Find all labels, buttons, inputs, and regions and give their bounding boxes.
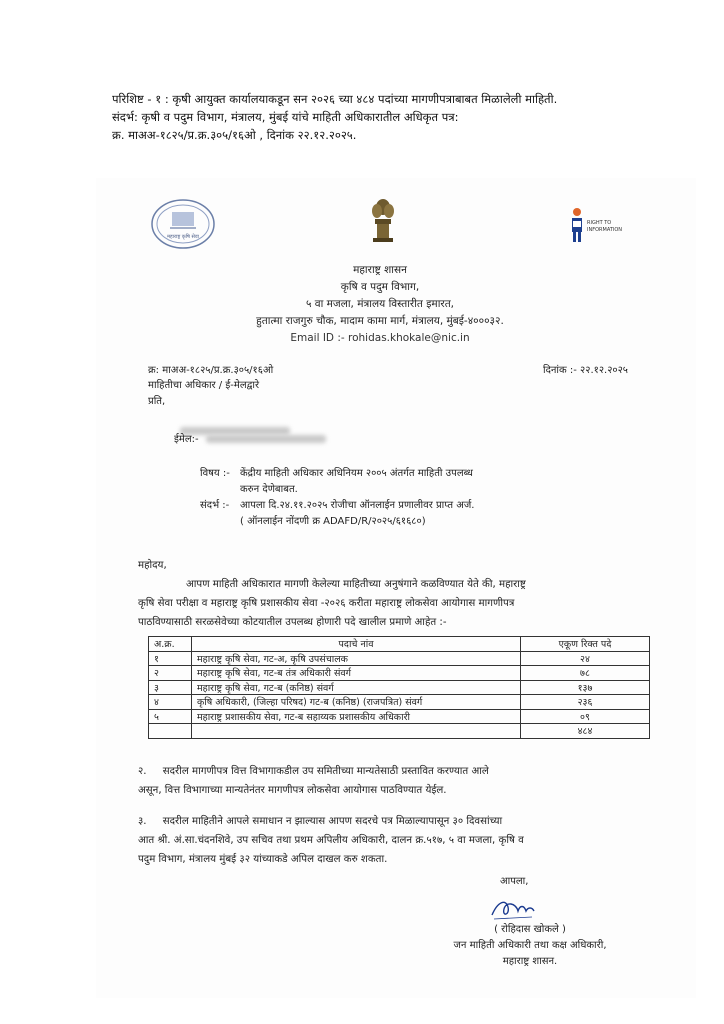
subject-label: विषय :-	[200, 468, 230, 479]
reference-text-1: आपला दि.२४.११.२०२५ रोजीचा ऑनलाईन प्रणालीवर प्राप्त अर्ज.	[240, 500, 475, 511]
cell-sr-no: २	[149, 666, 192, 681]
intro-line-1: परिशिष्ट - १ : कृषी आयुक्त कार्यालयाकडून सन २०२६ च्या ४८४ पदांच्या मागणीपत्राबाबत मिळालेली माहिती.	[112, 92, 558, 106]
signature-icon	[488, 893, 538, 923]
intro-line-2: संदर्भ: कृषी व पदुम विभाग, मंत्रालय, मुंबई यांचे माहिती अधिकारातील अधिकृत पत्र:	[112, 110, 459, 124]
para3-line1: ३. सदरील माहितीने आपले समाधान न झाल्यास आपण सदरचे पत्र मिळाल्यापासून ३० दिवसांच्या	[138, 816, 503, 827]
cell-sr-no: ३	[149, 680, 192, 695]
cell-post-name: महाराष्ट्र कृषि सेवा, गट-ब तंत्र अधिकारी संवर्ग	[192, 666, 521, 681]
salutation: महोदय,	[138, 560, 167, 571]
rti-figure-icon	[570, 207, 584, 243]
table-row	[149, 666, 650, 681]
cell-sr-no: ५	[149, 709, 192, 724]
reference-line	[148, 362, 628, 376]
letter-date: दिनांक :- २२.१२.२०२५	[542, 365, 628, 376]
address-line-2: हुतात्मा राजगुरु चौक, मादाम कामा मार्ग, मंत्रालय, मुंबई-४०००३२.	[256, 315, 504, 327]
cell-post-name: महाराष्ट्र कृषि सेवा, गट-ब (कनिष्ठ) संवर्ग	[192, 680, 521, 695]
para1-line2: कृषि सेवा परीक्षा व महाराष्ट्र कृषि प्रशासकीय सेवा -२०२६ करीता महाराष्ट्र लोकसेवा आयोगास मागणीपत्र	[138, 598, 515, 609]
para2-line2: असून, वित्त विभागाच्या मान्यतेनंतर मागणीपत्र लोकसेवा आयोगास पाठविण्यात येईल.	[138, 785, 447, 796]
para2-line1: २. सदरील मागणीपत्र वित्त विभागाकडील उप समितीच्या मान्यतेसाठी प्रस्तावित करण्यात आले	[138, 766, 489, 777]
subject-text-1: केंद्रीय माहिती अधिकार अधिनियम २००५ अंतर्गत माहिती उपलब्ध	[240, 468, 473, 479]
header-total-vacancies: एकूण रिक्त पदे	[521, 637, 650, 652]
reference-label: संदर्भ :-	[200, 500, 230, 511]
para3-line2: आत श्री. अं.सा.चंदनशिवे, उप सचिव तथा प्रथम अपिलीय अधिकारी, दालन क्र.५१७, ५ वा मजला, कृषि व	[138, 835, 524, 846]
para1-line1: आपण माहिती अधिकारात मागणी केलेल्या माहितीच्या अनुषंगाने कळविण्यात येते की, महाराष्ट्र	[186, 579, 526, 590]
addressee-mode: माहितीचा अधिकार / ई-मेलद्वारे	[148, 380, 260, 391]
cell-vacancies: ०९	[521, 709, 650, 724]
table-row	[149, 695, 650, 710]
rti-text-1: RIGHT TO	[587, 220, 612, 226]
cell-vacancies: ७८	[521, 666, 650, 681]
cell-post-name: कृषि अधिकारी, (जिल्हा परिषद) गट-ब (कनिष्ठ) (राजपत्रित) संवर्ग	[192, 695, 521, 710]
body-para-2	[138, 762, 658, 800]
addressee-to: प्रति,	[148, 396, 166, 407]
table-row	[149, 651, 650, 666]
reference-number: क्र: माअअ-१८२५/प्र.क्र.३०५/१६ओ	[148, 365, 274, 376]
email-label: ईमेल:-	[174, 434, 199, 445]
intro-line-3: क्र. माअअ-१८२५/प्र.क्र.३०५/१६ओ , दिनांक २२.१२.२०२५.	[112, 128, 357, 142]
para1-line3: पाठविण्यासाठी सरळसेवेच्या कोटयातील उपलब्ध होणारी पदे खालील प्रमाणे आहेत :-	[138, 617, 447, 628]
subject-block	[200, 466, 600, 530]
reference-text-2: ( ऑनलाईन नोंदणी क्र ADAFD/R/२०२५/६१६८०)	[240, 516, 426, 527]
seal-caption: महाराष्ट्र कृषि सेवा	[167, 234, 199, 240]
addressee-block	[148, 378, 259, 410]
table-header-row	[149, 637, 650, 652]
signatory-block	[430, 922, 630, 970]
intro-block	[112, 90, 672, 144]
header-post-name: पदाचे नांव	[192, 637, 521, 652]
table-row	[149, 709, 650, 724]
closing: आपला,	[500, 876, 529, 887]
subject-text-2: करुन देणेबाबत.	[240, 484, 298, 495]
cell-sr-no: ४	[149, 695, 192, 710]
body-para-3	[138, 812, 658, 869]
national-emblem-icon	[368, 197, 398, 247]
department-name: कृषि व पदुम विभाग,	[340, 281, 420, 293]
rti-logo	[570, 207, 630, 252]
header-sr-no: अ.क्र.	[149, 637, 192, 652]
signatory-org: महाराष्ट्र शासन.	[502, 956, 558, 967]
cell-vacancies: २३६	[521, 695, 650, 710]
para3-line3: पदुम विभाग, मंत्रालय मुंबई ३२ यांच्याकडे अपिल दाखल करु शकता.	[138, 854, 388, 865]
cell-total: ४८४	[521, 724, 650, 739]
table-row	[149, 680, 650, 695]
redaction-bar	[206, 435, 326, 443]
cell-vacancies: १३७	[521, 680, 650, 695]
signatory-designation: जन माहिती अधिकारी तथा कक्ष अधिकारी,	[453, 940, 607, 951]
cell-post-name: महाराष्ट्र प्रशासकीय सेवा, गट-ब सहाय्यक प्रशासकीय अधिकारी	[192, 709, 521, 724]
addressee-email	[174, 432, 326, 448]
email-id: Email ID :- rohidas.khokale@nic.in	[290, 332, 470, 344]
cell-sr-no: १	[149, 651, 192, 666]
cell-vacancies: २४	[521, 651, 650, 666]
address-line-1: ५ वा मजला, मंत्रालय विस्तारीत इमारत,	[305, 298, 455, 310]
letterhead	[200, 262, 560, 347]
body-para-1	[138, 556, 658, 632]
table-total-row	[149, 724, 650, 739]
krishi-seva-seal-icon	[150, 198, 216, 250]
govt-name: महाराष्ट्र शासन	[353, 264, 407, 276]
cell-post-name: महाराष्ट्र कृषि सेवा, गट-अ, कृषि उपसंचालक	[192, 651, 521, 666]
rti-text-2: INFORMATION	[587, 227, 623, 233]
vacancy-table	[148, 636, 650, 739]
signatory-name: ( रोहिदास खोकले )	[494, 924, 566, 935]
